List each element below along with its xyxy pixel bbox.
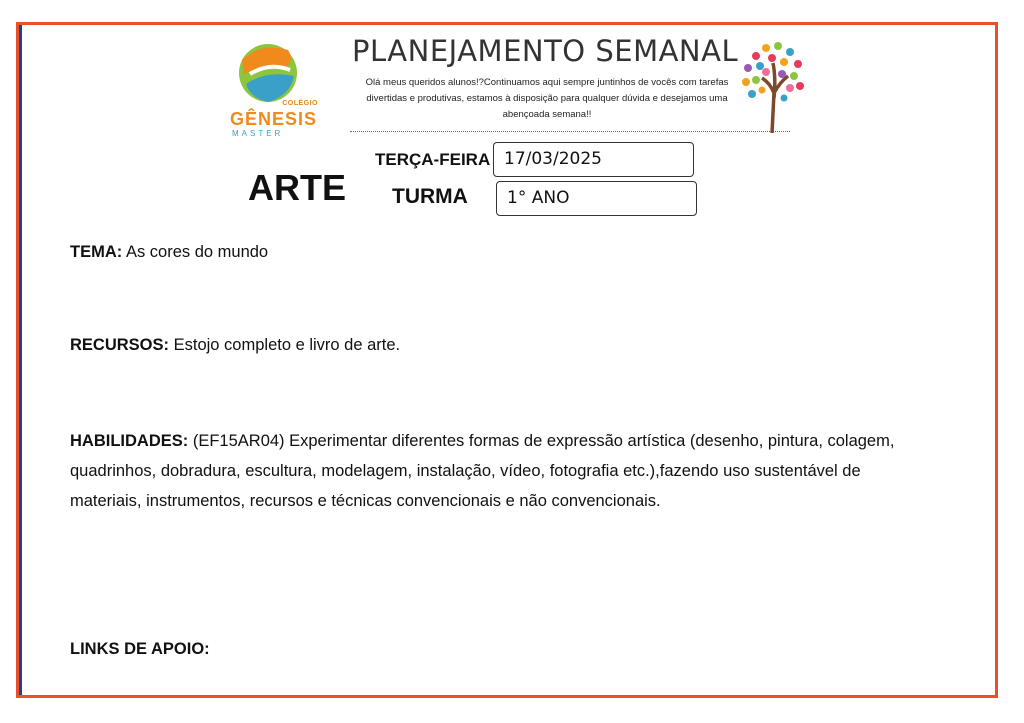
logo-small-text: COLÉGIO <box>282 100 318 107</box>
colorful-tree-icon <box>736 38 806 133</box>
date-field: 17/03/2025 <box>493 142 694 177</box>
header-divider <box>350 131 790 132</box>
page-title: PLANEJAMENTO SEMANAL <box>352 34 739 68</box>
tema-label: TEMA: <box>70 243 123 261</box>
logo-name-text: GÊNESIS <box>230 109 318 129</box>
school-logo-icon <box>230 40 310 102</box>
recursos-label: RECURSOS: <box>70 336 170 354</box>
recursos-section <box>70 336 400 355</box>
subject-title: ARTE <box>248 167 346 208</box>
class-field: 1° ANO <box>496 181 697 216</box>
logo-sub-text: MASTER <box>232 129 284 138</box>
class-label: TURMA <box>392 185 468 208</box>
left-accent-stripe <box>19 25 22 695</box>
page-border <box>16 22 998 698</box>
tema-text: As cores do mundo <box>125 243 269 261</box>
links-section <box>70 640 210 659</box>
habilidades-label: HABILIDADES: <box>70 432 189 450</box>
recursos-text: Estojo completo e livro de arte. <box>173 336 401 354</box>
tema-section <box>70 243 268 262</box>
habilidades-section <box>70 426 930 516</box>
school-logo <box>222 40 320 140</box>
links-label: LINKS DE APOIO: <box>70 640 210 658</box>
habilidades-text: (EF15AR04) Experimentar diferentes formas de expressão artística (desenho, pintura, colagem, quadrinhos, dobradura, escultura, modelagem, instalação, vídeo, fotografia etc.),fazendo uso sustentável de materiais, instrumentos, recursos e técnicas convencionais e não convencionais. <box>70 432 895 510</box>
weekday-label: TERÇA-FEIRA <box>375 150 491 169</box>
greeting-message: Olá meus queridos alunos!?Continuamos aqui sempre juntinhos de vocês com tarefas divertidas e produtivas, estamos à disposição para qualquer dúvida e desejamos uma abençoada semana!! <box>365 77 729 120</box>
